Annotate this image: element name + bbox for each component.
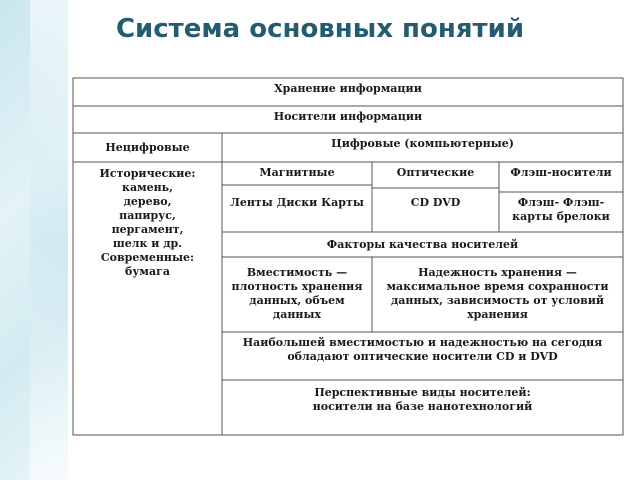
flash-items: Флэш- Флэш-карты брелоки (512, 196, 610, 223)
digital-header: Цифровые (компьютерные) (331, 137, 514, 150)
carriers-header: Носители информации (273, 110, 423, 123)
modern-items (75, 265, 220, 279)
modern-item: бумага (125, 265, 170, 278)
magnetic-items: Ленты Диски Карты (230, 196, 364, 209)
quality-header: Факторы качества носителей (326, 238, 519, 251)
non-digital-list (75, 167, 220, 279)
historical-label: Исторические: (99, 167, 196, 180)
historical-item: дерево, (123, 195, 172, 208)
perspective-block (222, 386, 623, 414)
non-digital-header: Нецифровые (105, 141, 190, 154)
historical-item: камень, (122, 181, 173, 194)
perspective-label: Перспективные виды носителей: (314, 386, 531, 399)
historical-items (75, 181, 220, 251)
modern-label: Современные: (100, 251, 195, 264)
conclusion-text: Наибольшей вместимостью и надежностью на сегодня обладают оптические носители CD и DVD (242, 336, 603, 363)
flash-header: Флэш-носители (510, 166, 612, 179)
magnetic-header: Магнитные (259, 166, 335, 179)
page-title: Система основных понятий (115, 14, 525, 44)
capacity-text: Вместимость — плотность хранения данных, объем данных (231, 266, 363, 321)
historical-item: пергамент, (111, 223, 184, 236)
storage-header: Хранение информации (274, 82, 422, 95)
historical-item: папирус, (119, 209, 176, 222)
reliability-text: Надежность хранения — максимальное время сохранности данных, зависимость от условий хранения (386, 266, 609, 321)
perspective-value: носители на базе нанотехнологий (312, 400, 533, 413)
optical-header: Оптические (396, 166, 475, 179)
optical-items: CD DVD (410, 196, 461, 209)
historical-item: шелк и др. (112, 237, 183, 250)
